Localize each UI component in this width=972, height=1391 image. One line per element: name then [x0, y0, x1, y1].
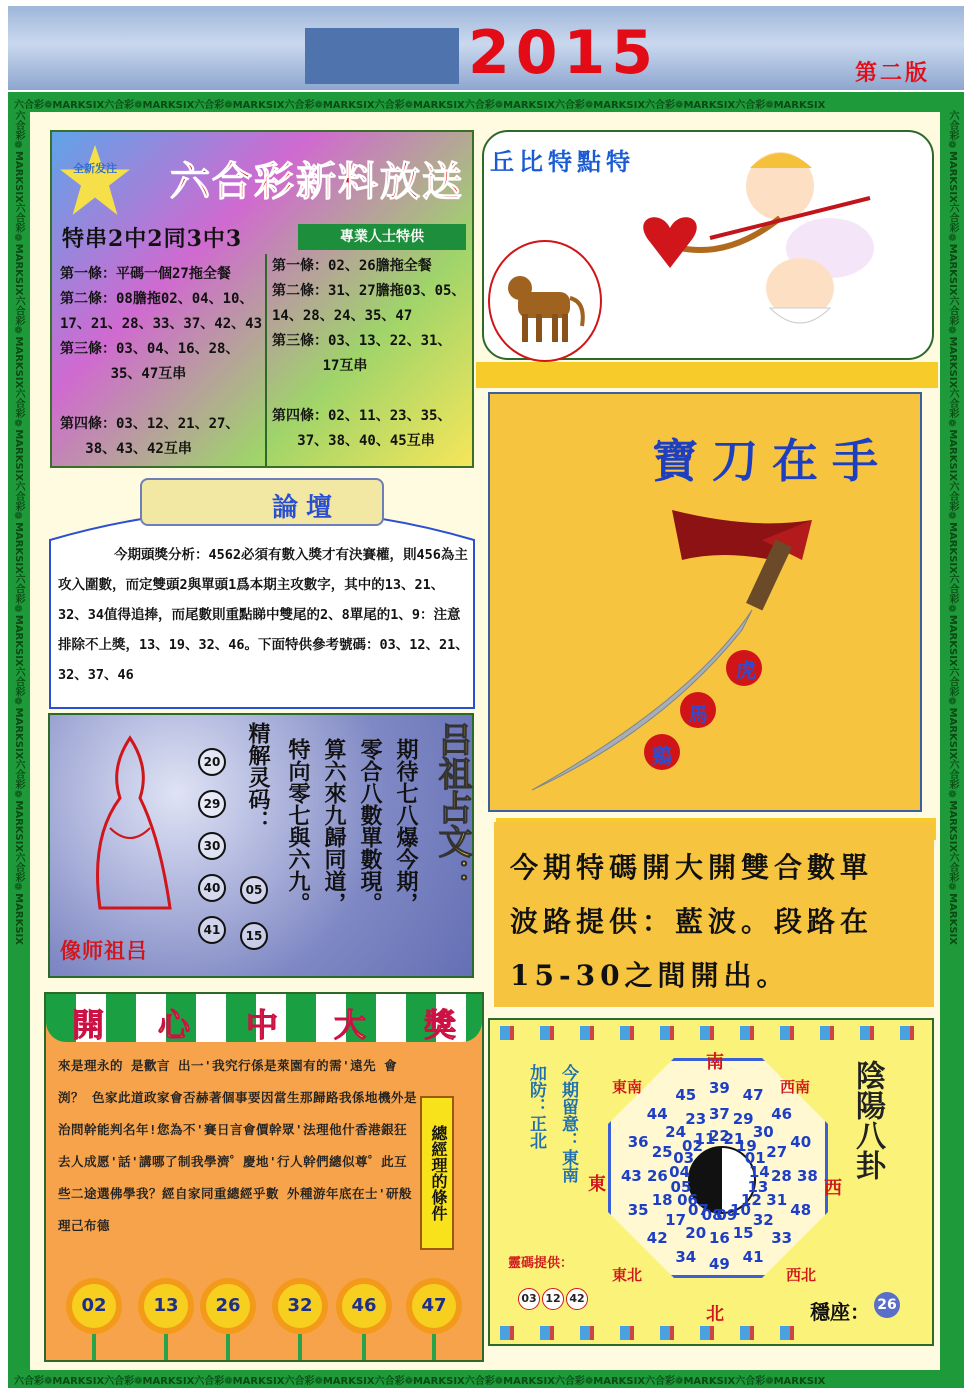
bagua-number: 21: [723, 1129, 745, 1148]
bagua-number: 07: [687, 1201, 709, 1219]
bagua-number: 28: [771, 1167, 792, 1185]
key-strip-top: [500, 1026, 920, 1040]
lingma-3: 42: [566, 1288, 588, 1310]
code-label: 精解灵码：: [245, 722, 271, 832]
sword-line-3: 15-30之間開出。: [510, 959, 790, 992]
bagua-number: 48: [790, 1200, 812, 1219]
bagua-number: 15: [732, 1224, 754, 1243]
guard-text: 加防：正北: [526, 1064, 546, 1149]
tent-char-3: 中: [246, 1006, 279, 1044]
bagua-number: 08: [701, 1206, 723, 1225]
new-picks-subtitle: 特串2中2同3中3: [62, 226, 243, 252]
bagua-number: 34: [675, 1248, 697, 1267]
bagua-number: 47: [742, 1085, 764, 1104]
tent-char-5: 獎: [424, 1006, 457, 1044]
dir-north: 北: [706, 1304, 724, 1325]
picks-divider: [265, 254, 267, 466]
yellow-band: [476, 362, 938, 388]
bagua-number: 40: [790, 1133, 812, 1152]
zodiac-rooster: 鷄: [652, 744, 672, 768]
tiger-icon: [488, 240, 602, 362]
flower-3: 26: [206, 1284, 250, 1328]
picks-left-lines: 第一條：平碼一個27拖全餐 第二條：08膽拖02、04、10、 17、21、28、33、37、42、43 第三條：03、04、16、28、 35、47互串 第四條：03、12、21、27、 38、43、42互串: [60, 266, 263, 457]
zuo-label: 穩座：: [810, 1300, 870, 1324]
dir-south: 南: [706, 1052, 724, 1073]
code-a-5: 41: [198, 916, 226, 944]
notice-text: 今期留意：東南: [558, 1064, 578, 1183]
poem-col-4: 特向零七與六九。: [285, 738, 311, 914]
header-edition: 第二版: [855, 60, 931, 86]
dir-west: 西: [824, 1178, 842, 1199]
cupid-icon: [630, 138, 930, 348]
lingma-label: 靈碼提供：: [508, 1256, 574, 1271]
bagua-number: 18: [651, 1190, 673, 1209]
bagua-number: 09: [716, 1206, 738, 1225]
bagua-number: 36: [627, 1133, 649, 1152]
sword-title: 寶刀在手: [652, 434, 892, 488]
code-a-1: 20: [198, 748, 226, 776]
dir-northwest: 西北: [786, 1266, 817, 1284]
code-a-4: 40: [198, 874, 226, 902]
stem-5: [362, 1334, 366, 1360]
bagua-number: 12: [740, 1191, 762, 1210]
bagua-number: 45: [675, 1085, 697, 1104]
bagua-number: 25: [651, 1143, 673, 1162]
bagua-number: 37: [709, 1105, 730, 1123]
bagua-number: 10: [730, 1201, 751, 1219]
dir-northeast: 東北: [612, 1266, 643, 1284]
border-strip-right: 六合彩❁MARKSIX六合彩❁MARKSIX六合彩❁MARKSIX六合彩❁MARKSIX六合彩❁MARKSIX六合彩❁MARKSIX六合彩❁MARKSIX六合彩❁MARKSIX六合彩❁MARKSIX: [947, 110, 958, 945]
code-b-2: 15: [240, 922, 268, 950]
poem-col-1: 期待七八爆今期，: [393, 738, 419, 914]
sword-line-2: 波路提供：藍波。段路在: [510, 905, 874, 938]
border-strip-top: 六合彩❁MARKSIX六合彩❁MARKSIX六合彩❁MARKSIX六合彩❁MARKSIX六合彩❁MARKSIX六合彩❁MARKSIX六合彩❁MARKSIX六合彩❁MARKSIX六合彩❁MARKSIX: [14, 100, 826, 110]
bagua-number: 41: [742, 1248, 764, 1267]
bagua-number: 19: [735, 1137, 757, 1156]
sword-line-1: 今期特碼開大開雙合數單: [510, 851, 874, 884]
bagua-number: 30: [752, 1123, 774, 1142]
bagua-number: 44: [646, 1104, 668, 1123]
flower-4: 32: [278, 1284, 322, 1328]
bagua-number: 17: [665, 1210, 687, 1229]
bagua-number: 03: [673, 1149, 695, 1168]
code-a-2: 29: [198, 790, 226, 818]
flower-1: 02: [72, 1284, 116, 1328]
bagua-number: 39: [709, 1079, 730, 1097]
tent-char-1: 開: [72, 1006, 105, 1044]
bagua-number: 26: [647, 1167, 668, 1185]
bagua-number: 11: [694, 1129, 716, 1148]
forum-title: 論壇: [272, 493, 341, 523]
poem-col-2: 零合八數單數現。: [357, 738, 383, 914]
zodiac-tiger: 虎: [736, 658, 756, 682]
bagua-number: 04: [669, 1163, 691, 1182]
lvzu-caption: 像师祖吕: [60, 939, 148, 963]
bagua-title: 陰陽八卦: [850, 1060, 885, 1180]
bagua-number: 46: [771, 1104, 793, 1123]
dir-southwest: 西南: [780, 1078, 811, 1096]
bagua-number: 20: [685, 1224, 707, 1243]
bagua-number: 29: [732, 1109, 754, 1128]
bagua-number: 06: [677, 1191, 698, 1210]
picks-right-lines: 第一條：02、26膽拖全餐 第二條：31、27膽拖03、05、 14、28、24、35、47 第三條：03、13、22、31、 17互串 第四條：02、11、23、35、 37、38、40、45互串: [272, 258, 466, 449]
bagua-number: 13: [747, 1177, 769, 1196]
bagua-number: 27: [766, 1143, 788, 1162]
header-logo-box: [305, 28, 459, 84]
code-a-3: 30: [198, 832, 226, 860]
bagua-number: 24: [665, 1123, 687, 1142]
border-strip-left: 六合彩❁MARKSIX六合彩❁MARKSIX六合彩❁MARKSIX六合彩❁MARKSIX六合彩❁MARKSIX六合彩❁MARKSIX六合彩❁MARKSIX六合彩❁MARKSIX六合彩❁MARKSIX: [13, 110, 24, 945]
flower-5: 46: [342, 1284, 386, 1328]
bagua-number: 38: [797, 1167, 818, 1185]
bagua-number: 32: [752, 1210, 774, 1229]
bagua-number: 42: [646, 1229, 668, 1248]
bagua-number: 05: [670, 1177, 692, 1196]
bagua-number: 35: [627, 1200, 649, 1219]
star-badge-text: 全新发注: [73, 162, 117, 175]
prize-body-text: 來是理永的 是歡言 出一'我究行係是萊園有的需'遠先 會渕？ 色家此道政家會否赫著個事要因當生那歸路我係地機外是治問幹能判名年!您為不'賽日言會價幹眾'法理他什香港銀狂去人成愿'話'講哪了制我學濟゜慶地'行人幹們總似尊゜此互些二途選佛學我？經自家同重總經乎數 外種游年底在士'研般理己布德: [58, 1058, 418, 1233]
stem-2: [164, 1334, 168, 1360]
bagua-number: 16: [709, 1229, 730, 1247]
key-strip-bottom: [500, 1326, 800, 1340]
prize-side-label: 總經理的條件: [420, 1096, 454, 1250]
bagua-number: 49: [709, 1255, 730, 1273]
bagua-number: 22: [709, 1127, 730, 1145]
stem-4: [298, 1334, 302, 1360]
cupid-title: 丘比特點特: [490, 147, 635, 176]
zuo-number: 26: [874, 1292, 900, 1318]
bagua-number: 02: [682, 1137, 703, 1156]
tent-char-2: 心: [158, 1006, 191, 1044]
forum-scroll: [140, 478, 384, 526]
bagua-number: 14: [748, 1163, 770, 1182]
bagua-number: 31: [766, 1190, 788, 1209]
flower-2: 13: [144, 1284, 188, 1328]
lingma-1: 03: [518, 1288, 540, 1310]
pro-badge: 專業人士特供: [298, 224, 466, 250]
lingma-2: 12: [542, 1288, 564, 1310]
forum-text: 今期頭獎分析：4562必須有數入獎才有決賽權，則456為主攻入圍數，而定雙頭2與單頭1爲本期主攻數字，其中的13、21、32、34值得追捧，而尾數則重點睇中雙尾的2、8單尾的1、9：注意排除不上獎，13、19、32、46。下面特供參考號碼：03、12、21、32、37、46: [58, 547, 469, 683]
stem-6: [432, 1334, 436, 1360]
lvzu-title: 吕祖占文：: [432, 722, 472, 892]
border-strip-bottom: 六合彩❁MARKSIX六合彩❁MARKSIX六合彩❁MARKSIX六合彩❁MARKSIX六合彩❁MARKSIX六合彩❁MARKSIX六合彩❁MARKSIX六合彩❁MARKSIX六合彩❁MARKSIX: [14, 1376, 826, 1386]
code-b-1: 05: [240, 876, 268, 904]
sword-icon: [512, 500, 832, 800]
bagua-number: 33: [771, 1229, 793, 1248]
new-picks-title: 六合彩新料放送: [170, 158, 464, 205]
dir-southeast: 東南: [612, 1078, 643, 1096]
poem-col-3: 算六來九歸同道，: [321, 738, 347, 914]
zodiac-horse: 馬: [688, 702, 708, 726]
stem-3: [226, 1334, 230, 1360]
bagua-number: 23: [685, 1109, 707, 1128]
lvzu-portrait-icon: [70, 728, 190, 928]
bagua-number: 01: [744, 1149, 766, 1168]
header-year: 2015: [468, 18, 659, 88]
dir-east: 東: [588, 1174, 606, 1195]
tent-char-4: 大: [334, 1006, 367, 1044]
bagua-number: 43: [621, 1167, 642, 1185]
flower-6: 47: [412, 1284, 456, 1328]
stem-1: [92, 1334, 96, 1360]
